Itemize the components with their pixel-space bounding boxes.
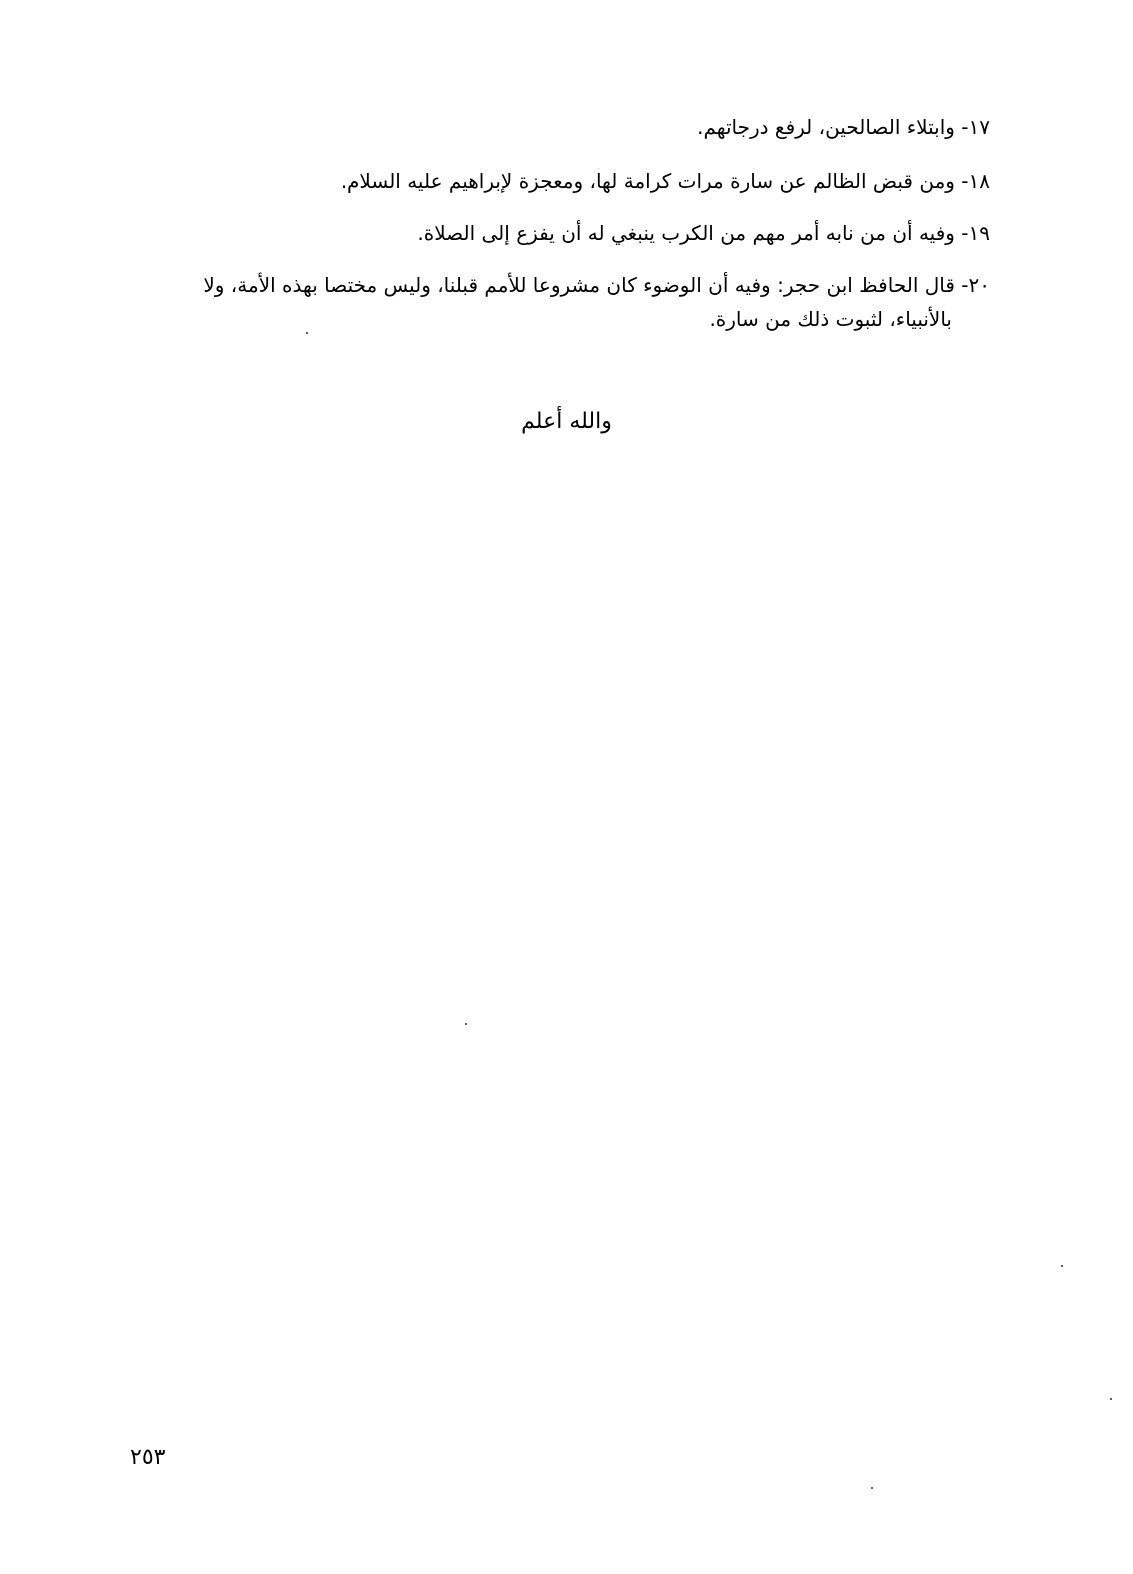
closing-phrase: والله أعلم [521, 409, 612, 434]
scan-speck [306, 332, 308, 334]
scan-speck [871, 1487, 873, 1489]
scan-speck [465, 1023, 467, 1025]
paragraph-20-line-1: ٢٠- قال الحافظ ابن حجر: وفيه أن الوضوء كان مشروعا للأمم قبلنا، وليس مختصا بهذه الأمة، ولا [203, 273, 990, 297]
paragraph-20-line-2: بالأنبياء، لثبوت ذلك من سارة. [709, 307, 952, 331]
paragraph-18: ١٨- ومن قبض الظالم عن سارة مرات كرامة لها، ومعجزة لإبراهيم عليه السلام. [340, 169, 990, 193]
paragraph-19: ١٩- وفيه أن من نابه أمر مهم من الكرب ينبغي له أن يفزع إلى الصلاة. [417, 221, 990, 245]
paragraph-17: ١٧- وابتلاء الصالحين، لرفع درجاتهم. [697, 115, 990, 139]
scan-speck [1061, 1265, 1063, 1267]
page-number: ٢٥٣ [130, 1445, 166, 1470]
scan-speck [1110, 1398, 1112, 1400]
paragraph-20 [0, 268, 990, 336]
